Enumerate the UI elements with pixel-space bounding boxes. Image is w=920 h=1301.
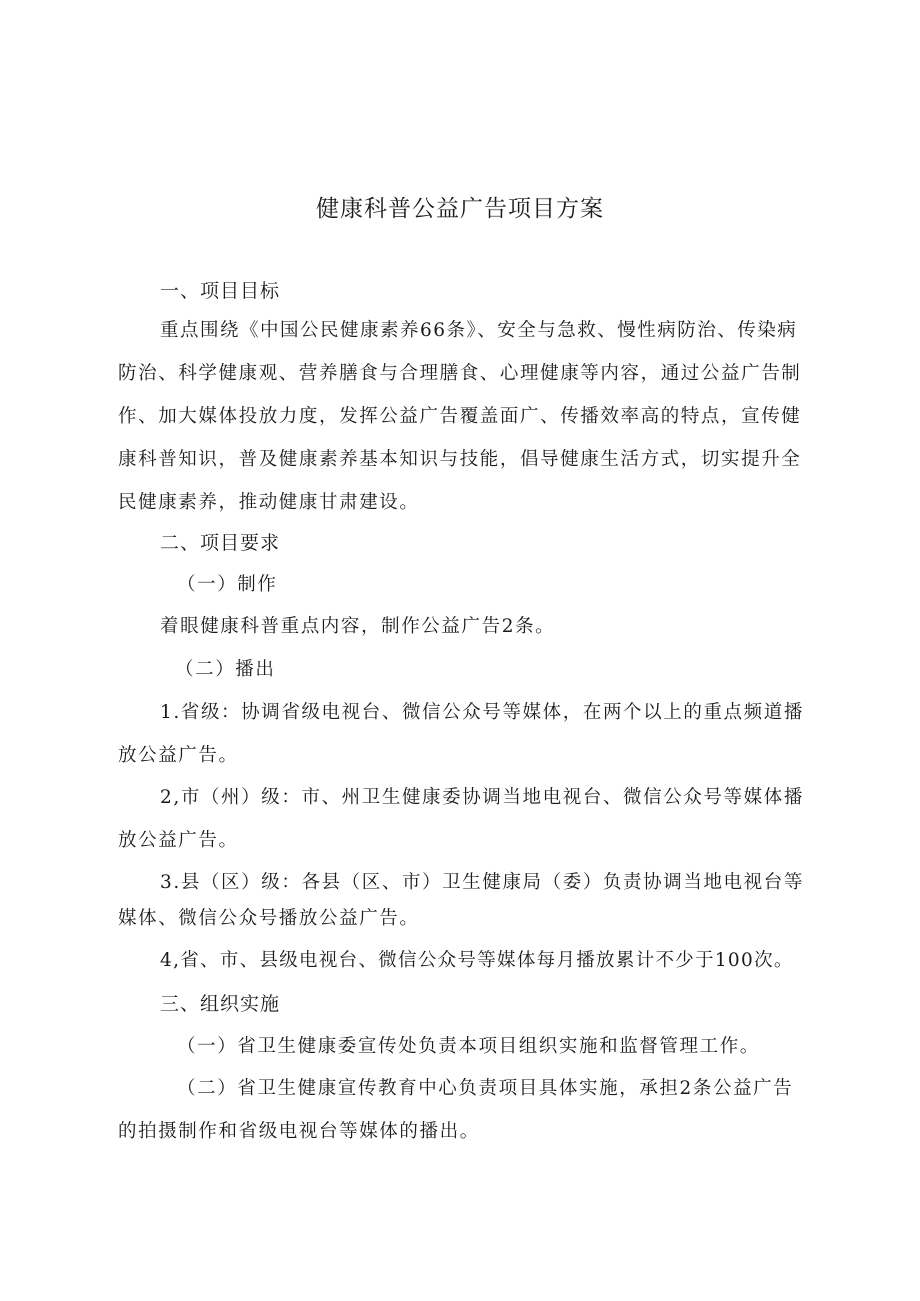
goal-paragraph-line: 重点围绕《中国公民健康素养66条》、安全与急救、慢性病防治、传染病 [160, 320, 798, 341]
goal-paragraph-line: 作、加大媒体投放力度，发挥公益广告覆盖面广、传播效率高的特点，宣传健 [118, 406, 802, 427]
implementation-item: （二）省卫生健康宣传教育中心负责项目具体实施，承担2条公益广告 [177, 1078, 794, 1099]
goal-paragraph-line: 民健康素养，推动健康甘肃建设。 [118, 492, 420, 513]
broadcast-item-city: 2,市（州）级：市、州卫生健康委协调当地电视台、微信公众号等媒体播 [160, 787, 804, 808]
broadcast-item-provincial-cont: 放公益广告。 [118, 745, 239, 766]
goal-paragraph-line: 康科普知识，普及健康素养基本知识与技能，倡导健康生活方式，切实提升全 [118, 449, 802, 470]
production-text: 着眼健康科普重点内容，制作公益广告2条。 [160, 616, 556, 637]
section-heading-implementation: 三、组织实施 [160, 993, 281, 1015]
implementation-item: （一）省卫生健康委宣传处负责本项目组织实施和监督管理工作。 [177, 1036, 760, 1057]
implementation-item-cont: 的拍摄制作和省级电视台等媒体的播出。 [118, 1121, 480, 1142]
broadcast-item-city-cont: 放公益广告。 [118, 830, 239, 851]
section-heading-goal: 一、项目目标 [160, 280, 281, 302]
page-title: 健康科普公益广告项目方案 [316, 196, 604, 222]
section-heading-requirements: 二、项目要求 [160, 532, 281, 554]
broadcast-item-county-cont: 媒体、微信公众号播放公益广告。 [118, 908, 420, 929]
broadcast-item-county: 3.县（区）级：各县（区、市）卫生健康局（委）负责协调当地电视台等 [160, 872, 804, 893]
subheading-production: （一）制作 [177, 574, 278, 595]
goal-paragraph-line: 防治、科学健康观、营养膳食与合理膳食、心理健康等内容，通过公益广告制 [118, 363, 802, 384]
subheading-broadcast: （二）播出 [175, 659, 276, 680]
broadcast-item-provincial: 1.省级：协调省级电视台、微信公众号等媒体，在两个以上的重点频道播 [160, 702, 804, 723]
broadcast-item-frequency: 4,省、市、县级电视台、微信公众号等媒体每月播放累计不少于100次。 [160, 950, 794, 971]
